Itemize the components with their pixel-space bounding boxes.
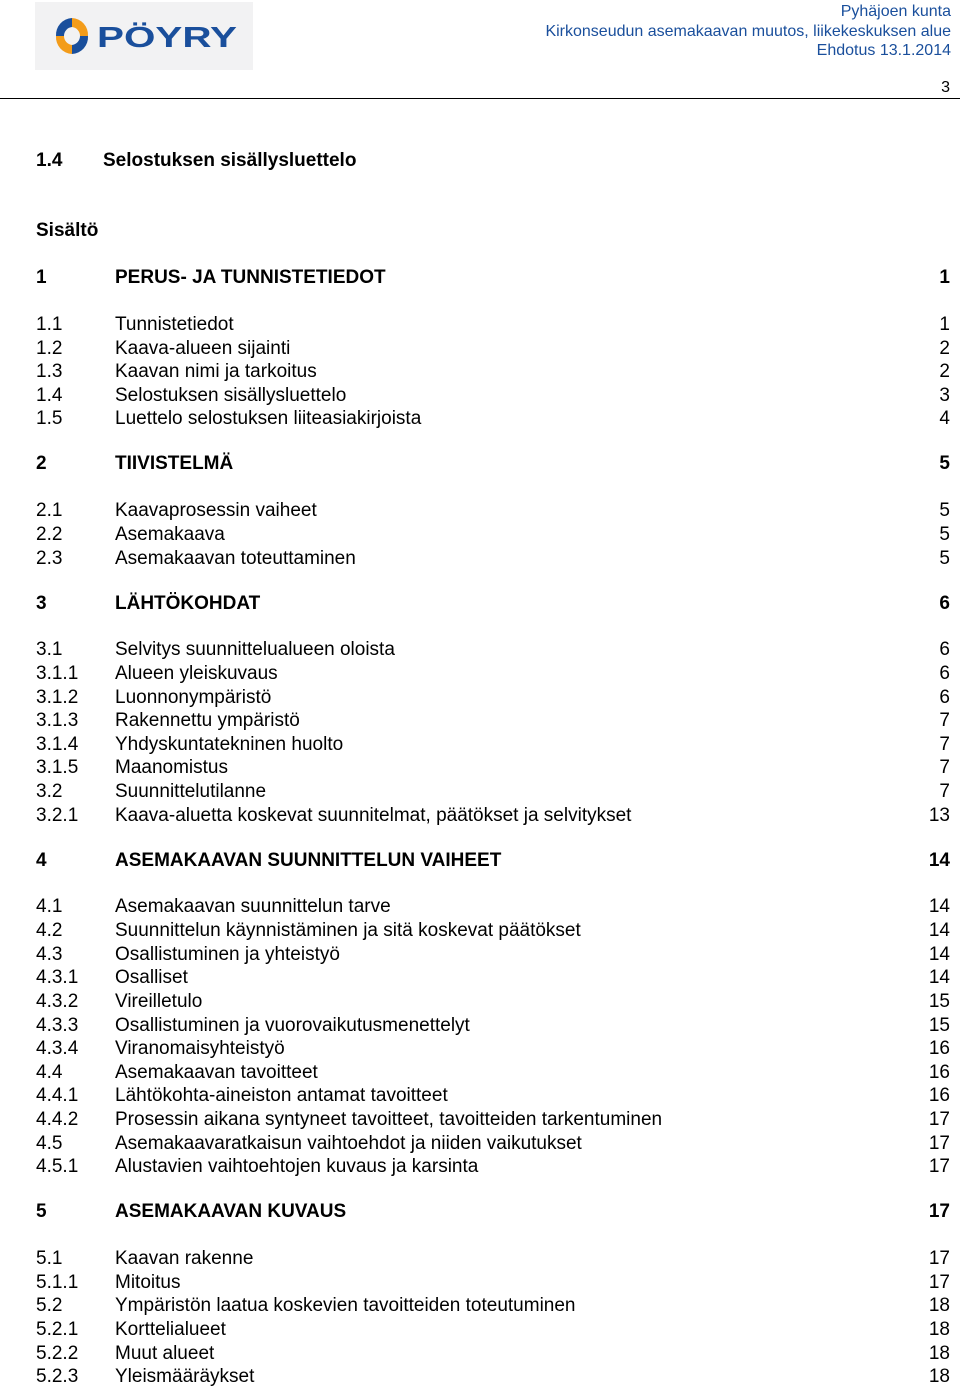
toc-entry[interactable]	[36, 966, 950, 990]
toc-entry-page: 7	[939, 734, 950, 755]
toc-entry[interactable]	[36, 756, 950, 780]
toc-main-entry[interactable]	[36, 452, 950, 476]
toc-entry-title: Rakennettu ympäristö	[115, 710, 300, 731]
toc-entry-title: Kaava-alueen sijainti	[115, 338, 291, 359]
toc-entry-page: 14	[928, 967, 950, 988]
toc-entry-page: 16	[928, 1038, 950, 1059]
toc-entry[interactable]	[36, 1271, 950, 1295]
toc-entry-title: Asemakaavan tavoitteet	[115, 1062, 318, 1083]
toc-entry-title: Yhdyskuntatekninen huolto	[115, 734, 344, 755]
toc-entry-title: Osallistuminen ja vuorovaikutusmenettelyt	[115, 1015, 470, 1036]
toc-entry-title: Kaava-aluetta koskevat suunnitelmat, päätökset ja selvitykset	[115, 805, 632, 826]
toc-entry-page: 5	[939, 500, 950, 521]
toc-entry[interactable]	[36, 1294, 950, 1318]
toc-entry-number: 5.1	[36, 1248, 63, 1269]
toc-entry-number: 5.2.2	[36, 1343, 79, 1364]
section-heading-title: Selostuksen sisällysluettelo	[103, 150, 357, 171]
toc-entry-title: Maanomistus	[115, 757, 228, 778]
toc-entry-page: 15	[928, 1015, 950, 1036]
toc-entry-title: Suunnittelun käynnistäminen ja sitä koskevat päätökset	[115, 920, 581, 941]
toc-entry[interactable]	[36, 1342, 950, 1366]
toc-entry-title: Luonnonympäristö	[115, 687, 272, 708]
toc-entry-number: 5.2.3	[36, 1366, 79, 1387]
toc-entry[interactable]	[36, 523, 950, 547]
toc-entry[interactable]	[36, 337, 950, 361]
toc-entry[interactable]	[36, 1318, 950, 1342]
toc-entry-page: 6	[939, 593, 950, 614]
toc-entry-title: Asemakaavan suunnittelun tarve	[115, 896, 391, 917]
toc-entry-number: 3.2.1	[36, 805, 79, 826]
toc-main-entry[interactable]	[36, 849, 950, 873]
toc-entry-page: 1	[939, 314, 950, 335]
toc-entry-number: 3.1.5	[36, 757, 79, 778]
toc-entry-title: PERUS- JA TUNNISTETIEDOT	[115, 267, 386, 288]
toc-entry-number: 5.2.1	[36, 1319, 79, 1340]
toc-entry[interactable]	[36, 638, 950, 662]
toc-entry-number: 4.5	[36, 1133, 63, 1154]
toc-entry-number: 2	[36, 453, 47, 474]
toc-entry-page: 16	[928, 1085, 950, 1106]
toc-entry-title: Vireilletulo	[115, 991, 203, 1012]
toc-entry[interactable]	[36, 780, 950, 804]
toc-entry-page: 18	[928, 1295, 950, 1316]
toc-entry-title: Alustavien vaihtoehtojen kuvaus ja karsinta	[115, 1156, 479, 1177]
toc-entry-page: 14	[928, 920, 950, 941]
toc-entry-title: Muut alueet	[115, 1343, 215, 1364]
toc-entry-page: 7	[939, 757, 950, 778]
toc-entry-number: 1	[36, 267, 47, 288]
toc-entry-title: Asemakaavan toteuttaminen	[115, 548, 356, 569]
toc-entry[interactable]	[36, 919, 950, 943]
toc-entry-title: Kaavan nimi ja tarkoitus	[115, 361, 317, 382]
toc-entry-page: 17	[928, 1248, 950, 1269]
section-heading-number: 1.4	[36, 150, 63, 171]
toc-entry[interactable]	[36, 895, 950, 919]
toc-entry[interactable]	[36, 360, 950, 384]
toc-entry-page: 14	[928, 944, 950, 965]
toc-entry[interactable]	[36, 686, 950, 710]
toc-entry-page: 5	[939, 524, 950, 545]
logo-wordmark: PÖYRY	[97, 22, 198, 54]
toc-entry-page: 18	[928, 1343, 950, 1364]
toc-entry-number: 1.2	[36, 338, 63, 359]
toc-entry-number: 3.1.1	[36, 663, 79, 684]
toc-entry-number: 4.4.2	[36, 1109, 79, 1130]
toc-title: Sisältö	[36, 220, 99, 241]
toc-entry-title: Prosessin aikana syntyneet tavoitteet, tavoitteiden tarkentuminen	[115, 1109, 663, 1130]
toc-entry-number: 4	[36, 850, 47, 871]
toc-entry-page: 16	[928, 1062, 950, 1083]
toc-entry-page: 5	[939, 548, 950, 569]
toc-entry-page: 5	[939, 453, 950, 474]
toc-entry-title: Suunnittelutilanne	[115, 781, 267, 802]
toc-entry-number: 4.2	[36, 920, 63, 941]
toc-entry-page: 3	[939, 385, 950, 406]
toc-entry-title: LÄHTÖKOHDAT	[115, 593, 261, 614]
poyry-logo	[52, 14, 242, 58]
toc-entry-title: Kaavaprosessin vaiheet	[115, 500, 317, 521]
toc-entry-page: 4	[939, 408, 950, 429]
toc-entry-title: Luettelo selostuksen liiteasiakirjoista	[115, 408, 422, 429]
header-plan-name: Kirkonseudun asemakaavan muutos, liikekeskuksen alue	[545, 22, 951, 40]
header-divider	[0, 98, 960, 99]
toc-entry-page: 2	[939, 338, 950, 359]
toc-entry[interactable]	[36, 1132, 950, 1156]
toc-entry[interactable]	[36, 1037, 950, 1061]
toc-entry-number: 5.1.1	[36, 1272, 79, 1293]
toc-entry-number: 5.2	[36, 1295, 63, 1316]
header-version-date: Ehdotus 13.1.2014	[816, 42, 951, 59]
toc-entry[interactable]	[36, 1061, 950, 1085]
toc-entry-page: 7	[939, 781, 950, 802]
toc-entry-number: 3.2	[36, 781, 63, 802]
poyry-emblem-icon	[56, 18, 88, 54]
toc-entry-page: 14	[928, 896, 950, 917]
toc-entry[interactable]	[36, 733, 950, 757]
toc-entry[interactable]	[36, 407, 950, 431]
toc-entry-title: Kaavan rakenne	[115, 1248, 254, 1269]
toc-entry-number: 4.3.2	[36, 991, 79, 1012]
toc-entry-number: 1.5	[36, 408, 63, 429]
toc-main-entry[interactable]	[36, 266, 950, 290]
header-municipality: Pyhäjoen kunta	[840, 3, 951, 20]
toc-entry-number: 3.1	[36, 639, 63, 660]
toc-entry[interactable]	[36, 1108, 950, 1132]
toc-entry[interactable]	[36, 1155, 950, 1179]
toc-entry-title: TIIVISTELMÄ	[115, 453, 234, 474]
toc-entry-page: 15	[928, 991, 950, 1012]
toc-entry-number: 2.3	[36, 548, 63, 569]
toc-entry-number: 3.1.3	[36, 710, 79, 731]
toc-entry-page: 17	[928, 1272, 950, 1293]
document-header-info	[545, 2, 951, 61]
toc-entry[interactable]	[36, 709, 950, 733]
toc-entry-title: Osalliset	[115, 967, 188, 988]
toc-entry-title: Viranomaisyhteistyö	[115, 1038, 285, 1059]
toc-entry[interactable]	[36, 1247, 950, 1271]
toc-entry-number: 4.3.3	[36, 1015, 79, 1036]
toc-entry[interactable]	[36, 547, 950, 571]
toc-entry-number: 4.3.4	[36, 1038, 79, 1059]
toc-entry-title: Ympäristön laatua koskevien tavoitteiden toteutuminen	[115, 1295, 576, 1316]
toc-entry-page: 2	[939, 361, 950, 382]
toc-entry-title: ASEMAKAAVAN SUUNNITTELUN VAIHEET	[115, 850, 502, 871]
toc-entry-title: Asemakaavaratkaisun vaihtoehdot ja niiden vaikutukset	[115, 1133, 582, 1154]
toc-entry-page: 1	[939, 267, 950, 288]
toc-entry[interactable]	[36, 1084, 950, 1108]
toc-entry-number: 2.2	[36, 524, 63, 545]
toc-entry-title: Mitoitus	[115, 1272, 181, 1293]
toc-entry-number: 4.3	[36, 944, 63, 965]
toc-entry-number: 4.1	[36, 896, 63, 917]
toc-entry-title: Yleismääräykset	[115, 1366, 255, 1387]
toc-entry-page: 7	[939, 710, 950, 731]
toc-entry-number: 4.4	[36, 1062, 63, 1083]
toc-entry-number: 4.4.1	[36, 1085, 79, 1106]
toc-entry[interactable]	[36, 804, 950, 828]
toc-entry-number: 4.5.1	[36, 1156, 79, 1177]
section-heading	[36, 150, 356, 172]
toc-entry[interactable]	[36, 990, 950, 1014]
toc-entry-title: ASEMAKAAVAN KUVAUS	[115, 1201, 347, 1222]
toc-entry-page: 18	[928, 1366, 950, 1387]
toc-entry-page: 13	[928, 805, 950, 826]
toc-entry-page: 17	[928, 1133, 950, 1154]
toc-entry-title: Tunnistetiedot	[115, 314, 234, 335]
toc-entry-title: Lähtökohta-aineiston antamat tavoitteet	[115, 1085, 448, 1106]
toc-entry-page: 6	[939, 639, 950, 660]
toc-entry-page: 18	[928, 1319, 950, 1340]
toc-entry-page: 6	[939, 687, 950, 708]
toc-entry[interactable]	[36, 943, 950, 967]
toc-entry-title: Alueen yleiskuvaus	[115, 663, 278, 684]
toc-entry-page: 17	[928, 1156, 950, 1177]
toc-entry-title: Selvitys suunnittelualueen oloista	[115, 639, 395, 660]
toc-entry[interactable]	[36, 499, 950, 523]
toc-entry-title: Osallistuminen ja yhteistyö	[115, 944, 340, 965]
toc-entry[interactable]	[36, 313, 950, 337]
toc-entry-number: 3.1.2	[36, 687, 79, 708]
toc-entry-page: 17	[928, 1201, 950, 1222]
toc-main-entry[interactable]	[36, 1200, 950, 1224]
toc-entry[interactable]	[36, 1014, 950, 1038]
toc-entry-number: 1.4	[36, 385, 63, 406]
toc-entry-title: Asemakaava	[115, 524, 225, 545]
toc-entry-page: 17	[928, 1109, 950, 1130]
toc-entry-number: 1.1	[36, 314, 63, 335]
toc-entry-number: 4.3.1	[36, 967, 79, 988]
toc-entry[interactable]	[36, 1365, 950, 1389]
toc-entry-number: 3.1.4	[36, 734, 79, 755]
page-number: 3	[941, 79, 950, 96]
toc-entry-number: 5	[36, 1201, 47, 1222]
toc-entry-number: 3	[36, 593, 47, 614]
toc-entry-title: Korttelialueet	[115, 1319, 226, 1340]
toc-entry-number: 2.1	[36, 500, 63, 521]
toc-main-entry[interactable]	[36, 592, 950, 616]
toc-entry-title: Selostuksen sisällysluettelo	[115, 385, 347, 406]
toc-entry-number: 1.3	[36, 361, 63, 382]
toc-entry[interactable]	[36, 384, 950, 408]
toc-entry[interactable]	[36, 662, 950, 686]
toc-entry-page: 14	[928, 850, 950, 871]
toc-entry-page: 6	[939, 663, 950, 684]
